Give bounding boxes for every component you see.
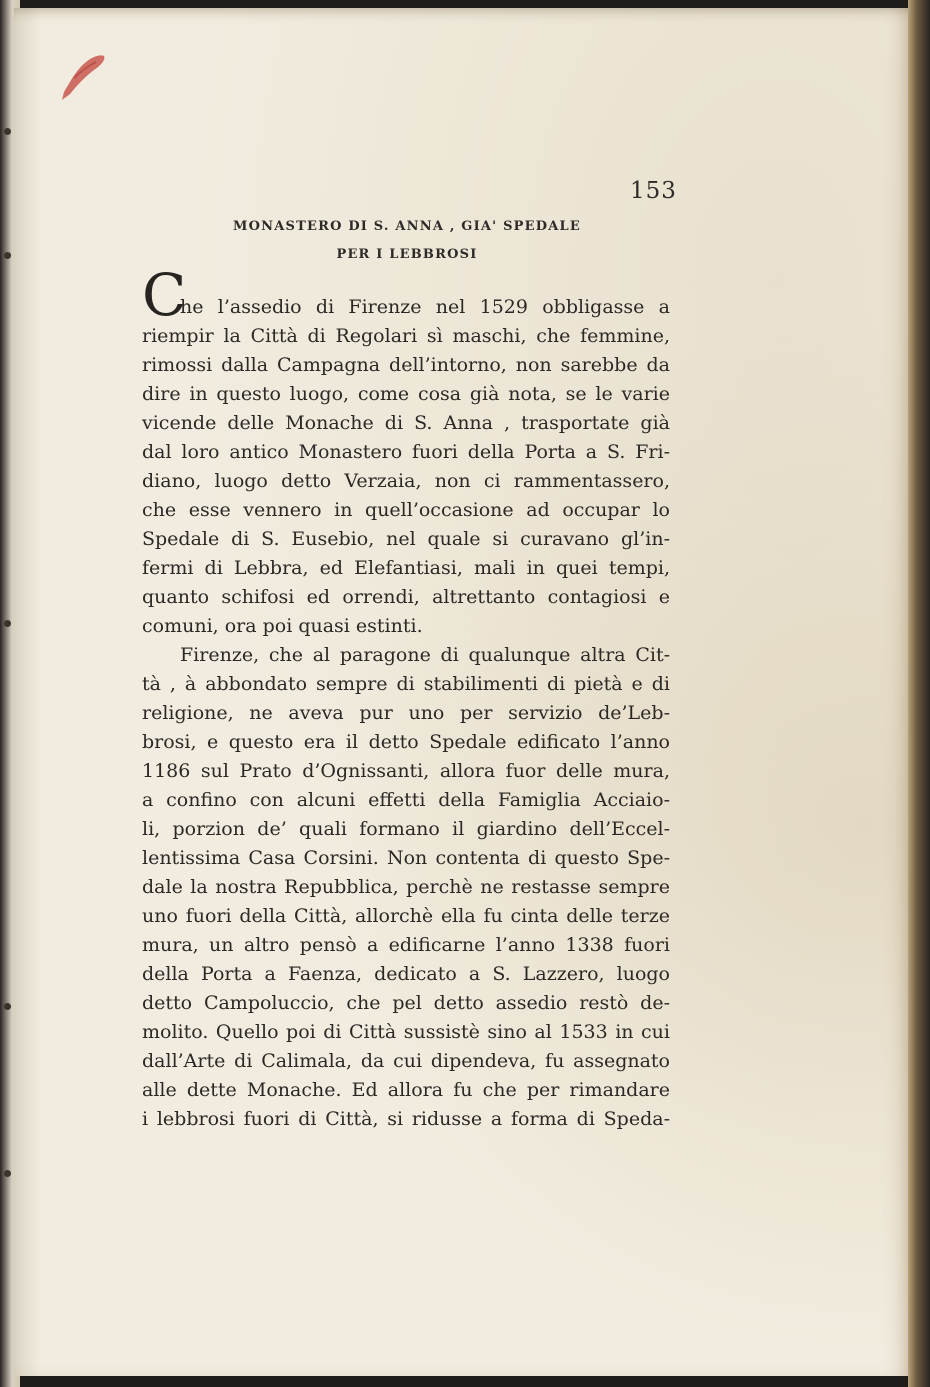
text-line: comuni, ora poi quasi estinti. bbox=[142, 615, 423, 637]
page-number: 153 bbox=[630, 178, 677, 204]
chapter-title-line-1: MONASTERO DI S. ANNA , GIA' SPEDALE bbox=[233, 219, 581, 234]
text-line: fermi di Lebbra, ed Elefantiasi, mali in quei tempi, bbox=[142, 557, 670, 579]
drop-cap: C bbox=[142, 261, 187, 329]
binding-stitch bbox=[4, 1003, 11, 1010]
text-line: della Porta a Faenza, dedicato a S. Lazzero, luogo bbox=[142, 963, 670, 985]
text-line: 1186 sul Prato d’Ognissanti, allora fuor delle mura, bbox=[142, 760, 670, 782]
chapter-title-line-2: PER I LEBBROSI bbox=[336, 247, 478, 262]
binding-stitch bbox=[4, 1170, 11, 1177]
text-line: riempir la Città di Regolari sì maschi, che femmine, bbox=[142, 325, 670, 347]
page-fore-edge bbox=[908, 0, 930, 1387]
text-line: dale la nostra Repubblica, perchè ne restasse sempre bbox=[142, 876, 670, 898]
text-line: rimossi dalla Campagna dell’intorno, non sarebbe da bbox=[142, 354, 670, 376]
red-stain-mark bbox=[56, 48, 112, 100]
text-line: i lebbrosi fuori di Città, si ridusse a forma di Speda- bbox=[142, 1108, 670, 1130]
binding-stitches bbox=[2, 0, 14, 1387]
text-line: brosi, e questo era il detto Spedale edificato l’anno bbox=[142, 731, 670, 753]
text-line: dal loro antico Monastero fuori della Porta a S. Fri- bbox=[142, 441, 670, 463]
text-line: Firenze, che al paragone di qualunque altra Cit- bbox=[180, 644, 670, 666]
text-line: vicende delle Monache di S. Anna , trasportate già bbox=[142, 412, 670, 434]
text-line: Spedale di S. Eusebio, nel quale si curavano gl’in- bbox=[142, 528, 670, 550]
text-line: religione, ne aveva pur uno per servizio de’Leb- bbox=[142, 702, 670, 724]
text-line: mura, un altro pensò a edificarne l’anno 1338 fuori bbox=[142, 934, 670, 956]
text-line: quanto schifosi ed orrendi, altrettanto contagiosi e bbox=[142, 586, 670, 608]
text-line: dire in questo luogo, come cosa già nota, se le varie bbox=[142, 383, 670, 405]
text-line: diano, luogo detto Verzaia, non ci rammentassero, bbox=[142, 470, 670, 492]
text-line: he l’assedio di Firenze nel 1529 obbligasse a bbox=[180, 296, 670, 318]
text-line: dall’Arte di Calimala, da cui dipendeva, fu assegnato bbox=[142, 1050, 670, 1072]
text-line: molito. Quello poi di Città sussistè sino al 1533 in cui bbox=[142, 1021, 670, 1043]
chapter-title bbox=[142, 213, 672, 269]
text-line: tà , à abbondato sempre di stabilimenti di pietà e di bbox=[142, 673, 670, 695]
text-line: a confino con alcuni effetti della Famiglia Acciaio- bbox=[142, 789, 670, 811]
text-line: li, porzion de’ quali formano il giardino dell’Eccel- bbox=[142, 818, 670, 840]
binding-stitch bbox=[4, 252, 11, 259]
binding-stitch bbox=[4, 128, 11, 135]
text-line: detto Campoluccio, che pel detto assedio restò de- bbox=[142, 992, 670, 1014]
binding-stitch bbox=[4, 620, 11, 627]
text-line: alle dette Monache. Ed allora fu che per rimandare bbox=[142, 1079, 670, 1101]
text-line: lentissima Casa Corsini. Non contenta di questo Spe- bbox=[142, 847, 670, 869]
text-line: uno fuori della Città, allorchè ella fu cinta delle terze bbox=[142, 905, 670, 927]
text-line: che esse vennero in quell’occasione ad occupar lo bbox=[142, 499, 670, 521]
